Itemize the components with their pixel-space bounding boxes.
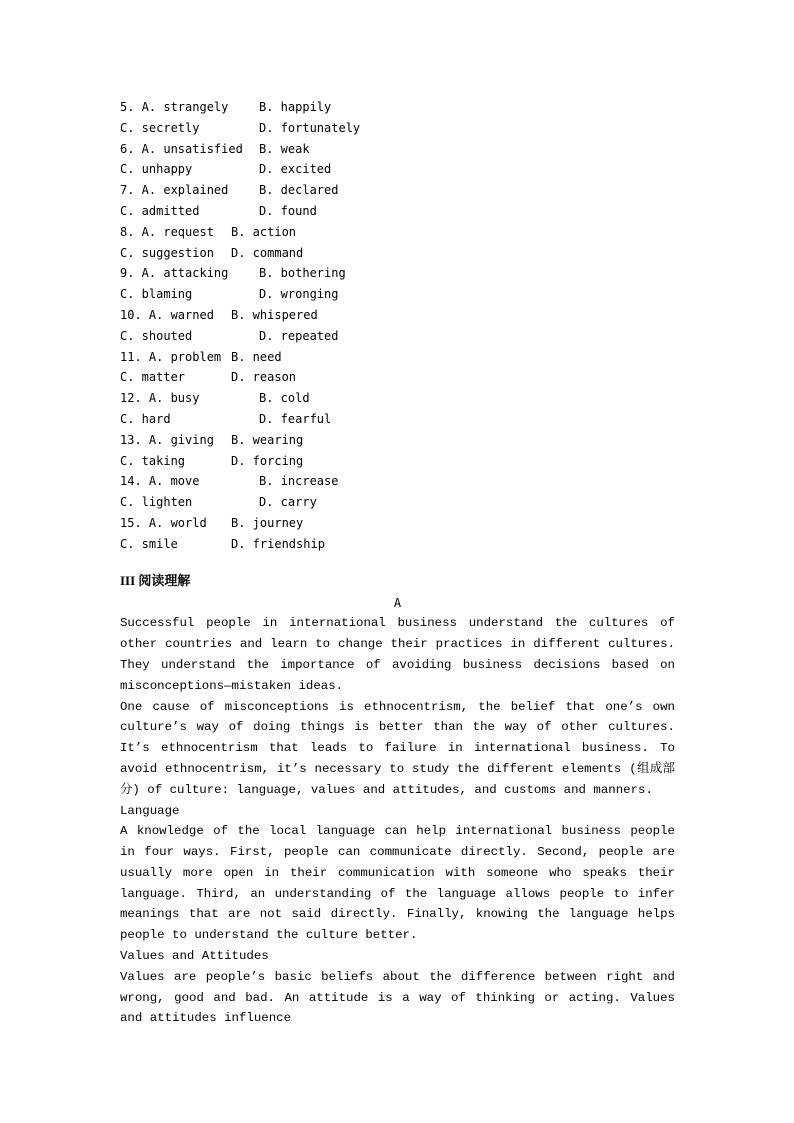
option-text: C. taking bbox=[120, 453, 186, 468]
option-text: 9. A. attacking bbox=[120, 266, 229, 281]
option-text: 6. A. unsatisfied bbox=[120, 141, 243, 156]
option-text: C. blaming bbox=[120, 287, 193, 302]
passage-subheading: Values and Attitudes bbox=[120, 949, 269, 964]
passage-paragraph: Successful people in international business understand the cultures of other countries and learn to change their practices in different cultures. They understand the importance of avoiding business decisions based on misconceptions—mistaken ideas. bbox=[120, 616, 675, 693]
option-row bbox=[120, 284, 675, 305]
option-text: C. shouted bbox=[120, 328, 193, 343]
option-text: D. forcing bbox=[231, 453, 304, 468]
option-text: C. hard bbox=[120, 411, 171, 426]
option-row bbox=[120, 180, 675, 201]
option-text: D. fearful bbox=[259, 411, 332, 426]
option-row bbox=[120, 305, 675, 326]
passage-title: A bbox=[393, 595, 402, 610]
option-text: 15. A. world bbox=[120, 515, 207, 530]
option-text: B. wearing bbox=[231, 432, 304, 447]
option-text: B. happily bbox=[259, 100, 332, 114]
option-text: 11. A. problem bbox=[120, 349, 222, 364]
option-text: C. matter bbox=[120, 370, 186, 385]
option-text: C. lighten bbox=[120, 495, 193, 510]
option-text: 7. A. explained bbox=[120, 183, 229, 198]
option-row bbox=[120, 118, 675, 139]
passage-paragraph: Values are people’s basic beliefs about the difference between right and wrong, good and bad. An attitude is a way of thinking or acting. Values and attitudes influence bbox=[120, 969, 675, 1026]
option-row bbox=[120, 513, 675, 534]
option-row bbox=[120, 222, 675, 243]
option-text: C. admitted bbox=[120, 203, 200, 218]
option-text: B. declared bbox=[259, 183, 339, 198]
document-page bbox=[120, 97, 675, 1029]
option-row bbox=[120, 409, 675, 430]
option-text: 8. A. request bbox=[120, 224, 214, 239]
option-text: B. increase bbox=[259, 474, 339, 489]
option-text: D. repeated bbox=[259, 328, 339, 343]
option-text: B. cold bbox=[259, 391, 310, 406]
option-text: B. whispered bbox=[231, 307, 318, 322]
option-text: D. found bbox=[259, 203, 317, 218]
option-row bbox=[120, 471, 675, 492]
option-text: 14. A. move bbox=[120, 474, 200, 489]
passage-subheading: Language bbox=[120, 803, 180, 818]
passage-paragraph: One cause of misconceptions is ethnocentrism, the belief that one’s own culture’s way of doing things is better than the way of other cultures. It’s ethnocentrism that leads to failure in international business. To avoid ethnocentrism, it’s necessary to study the different elements (组成部分) of culture: language, values and attitudes, and customs and manners. bbox=[120, 699, 675, 797]
answer-options-list bbox=[120, 97, 675, 555]
option-text: C. smile bbox=[120, 536, 178, 551]
option-row bbox=[120, 97, 675, 118]
option-text: B. weak bbox=[259, 141, 310, 156]
option-row bbox=[120, 534, 675, 555]
option-text: D. friendship bbox=[231, 536, 325, 551]
option-text: B. need bbox=[231, 349, 282, 364]
option-row bbox=[120, 263, 675, 284]
option-row bbox=[120, 367, 675, 388]
option-text: C. suggestion bbox=[120, 245, 214, 260]
option-text: D. wronging bbox=[259, 287, 339, 302]
passage-paragraph: A knowledge of the local language can help international business people in four ways. First, people can communicate directly. Second, people are usually more open in their communication with someone who speaks their language. Third, an understanding of the language allows people to infer meanings that are not said directly. Finally, knowing the language helps people to understand the culture better. bbox=[120, 824, 675, 943]
option-row bbox=[120, 347, 675, 368]
option-text: D. excited bbox=[259, 162, 332, 177]
option-row bbox=[120, 326, 675, 347]
option-row bbox=[120, 201, 675, 222]
option-text: 10. A. warned bbox=[120, 307, 214, 322]
option-text: C. secretly bbox=[120, 120, 200, 135]
option-text: B. journey bbox=[231, 515, 304, 530]
option-text: D. fortunately bbox=[259, 120, 361, 135]
option-text: D. command bbox=[231, 245, 304, 260]
option-text: B. bothering bbox=[259, 266, 346, 281]
option-text: D. carry bbox=[259, 495, 317, 510]
option-text: 13. A. giving bbox=[120, 432, 214, 447]
passage-body bbox=[120, 613, 675, 1029]
option-row bbox=[120, 243, 675, 264]
option-text: B. action bbox=[231, 224, 297, 239]
section-heading: III 阅读理解 bbox=[120, 572, 191, 588]
option-row bbox=[120, 159, 675, 180]
option-text: 12. A. busy bbox=[120, 391, 200, 406]
option-text: 5. A. strangely bbox=[120, 100, 229, 114]
option-text: D. reason bbox=[231, 370, 297, 385]
option-row bbox=[120, 139, 675, 160]
option-row bbox=[120, 388, 675, 409]
option-row bbox=[120, 430, 675, 451]
option-row bbox=[120, 451, 675, 472]
option-text: C. unhappy bbox=[120, 162, 193, 177]
option-row bbox=[120, 492, 675, 513]
